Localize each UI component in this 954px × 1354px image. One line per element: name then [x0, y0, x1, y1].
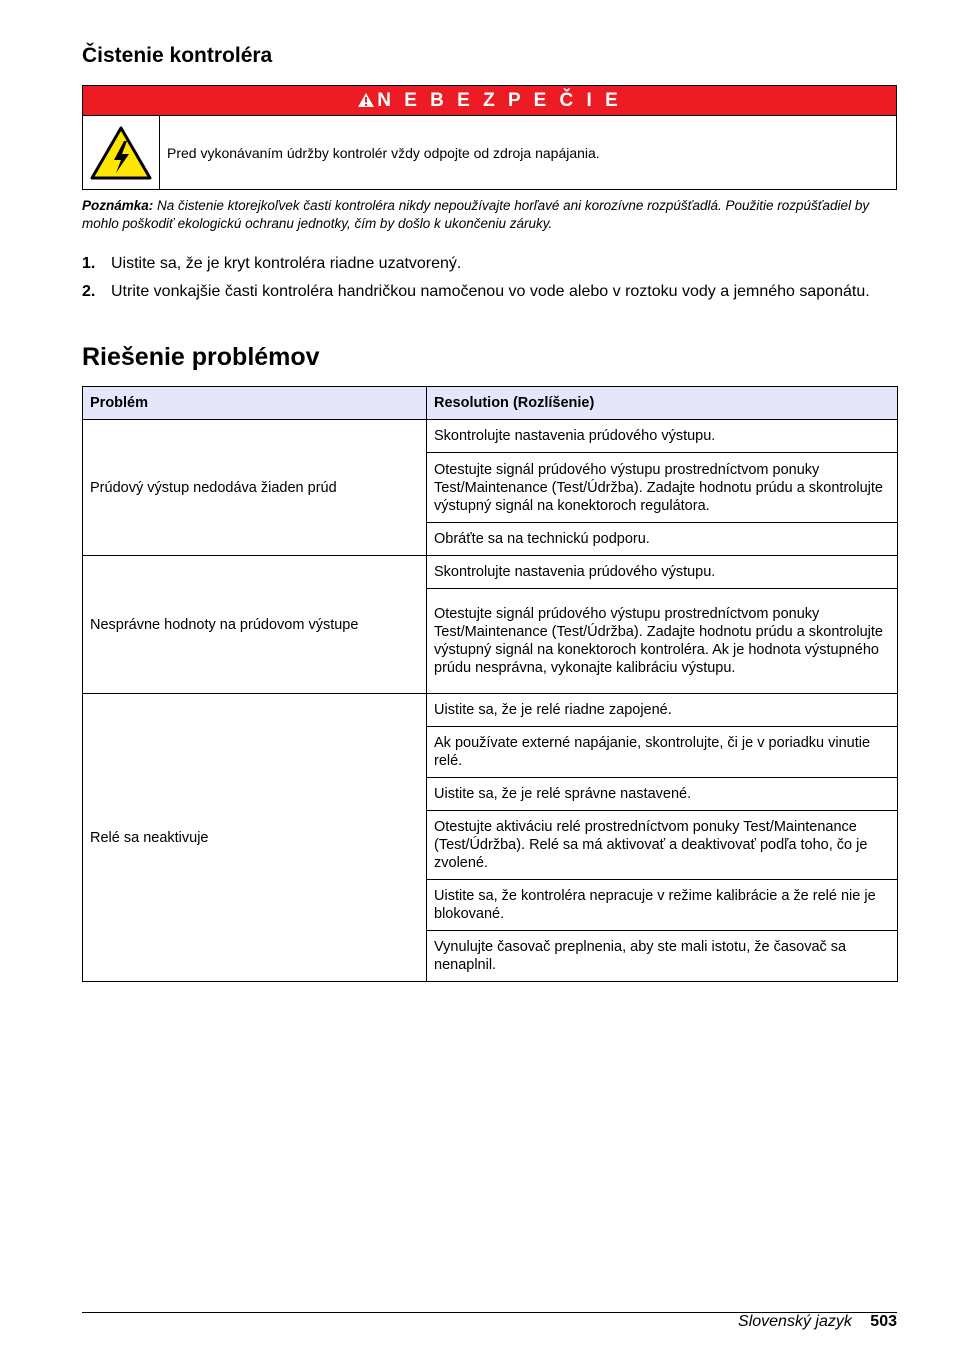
- resolution-cell: Obráťte sa na technickú podporu.: [427, 523, 898, 556]
- danger-text: Pred vykonávaním údržby kontrolér vždy odpojte od zdroja napájania.: [167, 144, 600, 161]
- step-number: 1.: [82, 255, 96, 272]
- problem-cell: Nesprávne hodnoty na prúdovom výstupe: [83, 556, 427, 694]
- danger-label: N E B E Z P E Č I E: [377, 90, 622, 111]
- footer-language: Slovenský jazyk: [738, 1313, 852, 1330]
- warning-triangle-icon: [357, 92, 375, 108]
- danger-header: [83, 86, 896, 116]
- resolution-cell: Skontrolujte nastavenia prúdového výstupu.: [427, 556, 898, 589]
- step-text: Uistite sa, že je kryt kontroléra riadne uzatvorený.: [111, 255, 462, 272]
- resolution-cell: Skontrolujte nastavenia prúdového výstupu.: [427, 420, 898, 453]
- table-header-row: [83, 387, 898, 420]
- table-row: [83, 694, 898, 727]
- resolution-cell: Otestujte signál prúdového výstupu prostredníctvom ponuky Test/Maintenance (Test/Údržba). Zadajte hodnotu prúdu a skontrolujte výstupný signál na konektoroch kontroléra. Ak je hodnota výstupného prúdu nesprávna, vykonajte kalibráciu výstupu.: [427, 589, 898, 694]
- list-item: [82, 282, 897, 302]
- resolution-cell: Uistite sa, že je relé správne nastavené.: [427, 778, 898, 811]
- resolution-cell: Uistite sa, že kontroléra nepracuje v režime kalibrácie a že relé nie je blokované.: [427, 880, 898, 931]
- troubleshooting-table: [82, 386, 898, 982]
- column-header-problem: Problém: [83, 387, 427, 420]
- footer: [738, 1313, 897, 1331]
- resolution-cell: Uistite sa, že je relé riadne zapojené.: [427, 694, 898, 727]
- table-row: [83, 556, 898, 589]
- problem-cell: Relé sa neaktivuje: [83, 694, 427, 982]
- section-title-troubleshooting: Riešenie problémov: [82, 343, 320, 371]
- page-number: 503: [870, 1313, 897, 1330]
- table-row: [83, 420, 898, 453]
- danger-body: [83, 116, 896, 189]
- danger-box: [82, 85, 897, 190]
- resolution-cell: Ak používate externé napájanie, skontrolujte, či je v poriadku vinutie relé.: [427, 727, 898, 778]
- note: [82, 197, 897, 233]
- resolution-cell: Vynulujte časovač preplnenia, aby ste mali istotu, že časovač sa nenaplnil.: [427, 931, 898, 982]
- step-number: 2.: [82, 283, 96, 300]
- electrical-hazard-icon: [83, 116, 160, 189]
- note-label: Poznámka:: [82, 198, 154, 213]
- cleaning-steps: [82, 254, 897, 310]
- step-text: Utrite vonkajšie časti kontroléra handričkou namočenou vo vode alebo v roztoku vody a jemného saponátu.: [111, 283, 870, 300]
- column-header-resolution: Resolution (Rozlíšenie): [427, 387, 898, 420]
- problem-cell: Prúdový výstup nedodáva žiaden prúd: [83, 420, 427, 556]
- resolution-cell: Otestujte signál prúdového výstupu prostredníctvom ponuky Test/Maintenance (Test/Údržba). Zadajte hodnotu prúdu a skontrolujte výstupný signál na konektoroch regulátora.: [427, 453, 898, 523]
- list-item: [82, 254, 897, 274]
- section-title-cleaning: Čistenie kontroléra: [82, 44, 273, 67]
- note-text: Na čistenie ktorejkoľvek časti kontroléra nikdy nepoužívajte horľavé ani korozívne rozpúšťadlá. Použitie rozpúšťadiel by mohlo poškodiť ekologickú ochranu jednotky, čím by došlo k ukončeniu záruky.: [82, 198, 870, 231]
- resolution-cell: Otestujte aktiváciu relé prostredníctvom ponuky Test/Maintenance (Test/Údržba). Relé sa má aktivovať a deaktivovať podľa toho, čo je zvolené.: [427, 811, 898, 880]
